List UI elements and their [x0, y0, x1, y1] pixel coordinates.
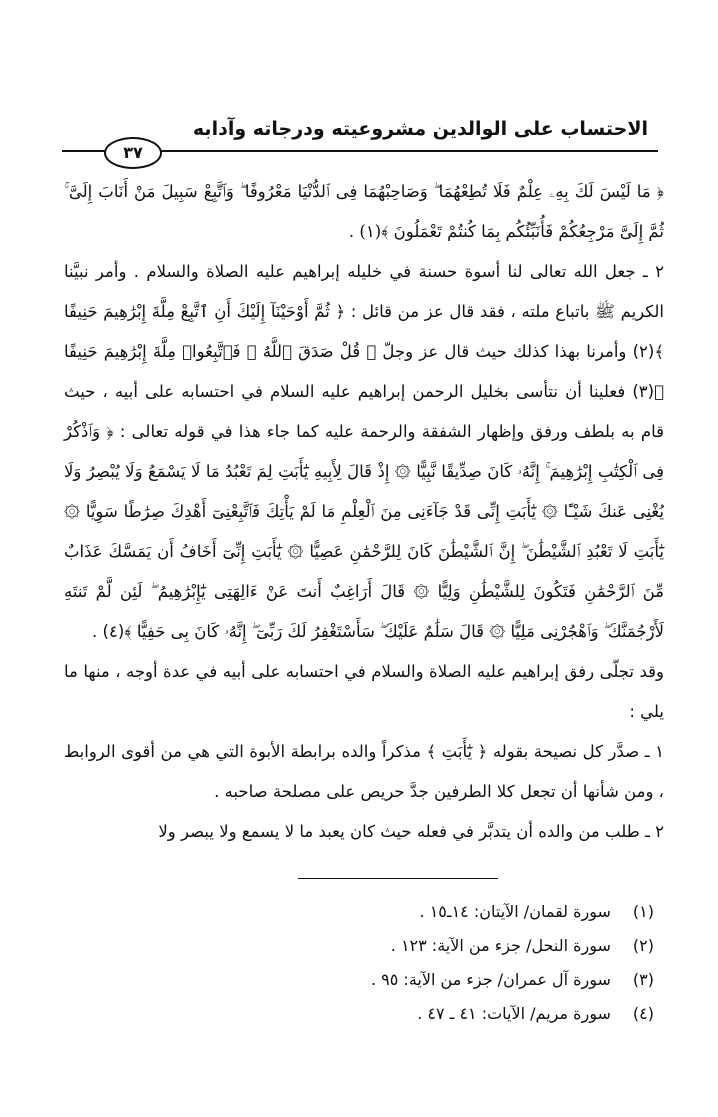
paragraph-gentleness-intro: وقد تجلّى رفق إبراهيم عليه الصلاة والسلام في احتسابه على أبيه في عدة أوجه ، منها ما يلي : [64, 662, 664, 721]
footnote-number: (٣) [632, 970, 654, 989]
footnote [94, 929, 654, 963]
footnote [94, 997, 654, 1031]
footnotes [94, 895, 654, 1031]
page-number-badge: ٣٧ [104, 137, 162, 169]
main-text [64, 172, 664, 852]
list-item-1: ١ ـ صدَّر كل نصيحة بقوله ﴿ يَٰٓأَبَتِ ﴾ مذكراً والده برابطة الأبوة التي هي من أقوى الروابط ، ومن شأنها أن تجعل كلا الطرفين جدَّ حريص على مصلحة صاحبه . [64, 742, 664, 801]
list-item-2: ٢ ـ طلب من والده أن يتدبَّر في فعله حيث كان يعبد ما لا يسمع ولا يبصر ولا [158, 822, 664, 841]
quran-verse-continuation: ﴿ مَا لَيْسَ لَكَ بِهِۦ عِلْمٌ فَلَا تُطِعْهُمَا ۖ وَصَاحِبْهُمَا فِى ٱلدُّنْيَا مَعْرُوفًا ۖ وَٱتَّبِعْ سَبِيلَ مَنْ أَنَابَ إِلَىَّ ۚ ثُمَّ إِلَىَّ مَرْجِعُكُمْ فَأُنَبِّئُكُم بِمَا كُنتُمْ تَعْمَلُونَ ﴾(١) . [64, 182, 664, 241]
footnote-text: سورة مريم/ الآيات: ٤١ ـ ٤٧ . [417, 1004, 611, 1023]
running-header-title: الاحتساب على الوالدين مشروعيته ودرجاته وآدابه [192, 118, 648, 140]
footnote-number: (٤) [632, 1004, 654, 1023]
footnote-number: (١) [632, 902, 654, 921]
footnote [94, 895, 654, 929]
footnote-text: سورة آل عمران/ جزء من الآية: ٩٥ . [370, 970, 611, 989]
footnote-text: سورة النحل/ جزء من الآية: ١٢٣ . [390, 936, 611, 955]
footnote-number: (٢) [632, 936, 654, 955]
footnote [94, 963, 654, 997]
footnote-separator [298, 878, 498, 879]
footnote-text: سورة لقمان/ الآيتان: ١٤ـ١٥ . [419, 902, 611, 921]
paragraph-point-2: ٢ ـ جعل الله تعالى لنا أسوة حسنة في خليله إبراهيم عليه الصلاة والسلام . وأمر نبيَّنا الكريم ﷺ باتباع ملته ، فقد قال عز من قائل : ﴿ ثُمَّ أَوْحَيْنَآ إِلَيْكَ أَنِ ٱتَّبِعْ مِلَّةَ إِبْرَٰهِيمَ حَنِيفًا ﴾(٢) وأمرنا بهذا كذلك حيث قال عز وجلّ ﴿ قُلْ صَدَقَ ٱللَّهُ ۗ فَٱتَّبِعُوا۟ مِلَّةَ إِبْرَٰهِيمَ حَنِيفًا ﴾(٣) فعلينا أن نتأسى بخليل الرحمن إبراهيم عليه السلام في احتسابه على أبيه ، حيث قام به بلطف ورفق وإظهار الشفقة والرحمة عليه كما جاء هذا في قوله تعالى : ﴿ وَٱذْكُرْ فِى ٱلْكِتَٰبِ إِبْرَٰهِيمَ ۚ إِنَّهُۥ كَانَ صِدِّيقًا نَّبِيًّا ۞ إِذْ قَالَ لِأَبِيهِ يَٰٓأَبَتِ لِمَ تَعْبُدُ مَا لَا يَسْمَعُ وَلَا يُبْصِرُ وَلَا يُغْنِى عَنكَ شَيْـًٔا ۞ يَٰٓأَبَتِ إِنِّى قَدْ جَآءَنِى مِنَ ٱلْعِلْمِ مَا لَمْ يَأْتِكَ فَٱتَّبِعْنِىٓ أَهْدِكَ صِرَٰطًا سَوِيًّا ۞ يَٰٓأَبَتِ لَا تَعْبُدِ ٱلشَّيْطَٰنَ ۖ إِنَّ ٱلشَّيْطَٰنَ كَانَ لِلرَّحْمَٰنِ عَصِيًّا ۞ يَٰٓأَبَتِ إِنِّىٓ أَخَافُ أَن يَمَسَّكَ عَذَابٌ مِّنَ ٱلرَّحْمَٰنِ فَتَكُونَ لِلشَّيْطَٰنِ وَلِيًّا ۞ قَالَ أَرَاغِبٌ أَنتَ عَنْ ءَالِهَتِى يَٰٓإِبْرَٰهِيمُ ۖ لَئِن لَّمْ تَنتَهِ لَأَرْجُمَنَّكَ ۖ وَٱهْجُرْنِى مَلِيًّا ۞ قَالَ سَلَٰمٌ عَلَيْكَ ۖ سَأَسْتَغْفِرُ لَكَ رَبِّىٓ ۖ إِنَّهُۥ كَانَ بِى حَفِيًّا ﴾(٤) . [64, 262, 664, 641]
